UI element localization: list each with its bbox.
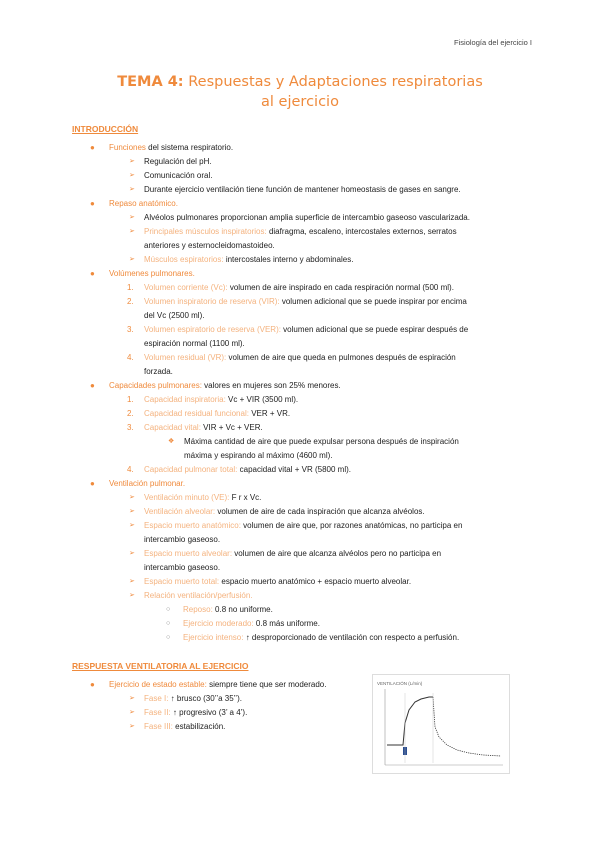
list-item: ➢ Alvéolos pulmonares proporcionan amplia superficie de intercambio gaseoso vascularizada.	[129, 213, 470, 222]
list-item: ➢ Durante ejercicio ventilación tiene función de mantener homeostasis de gases en sangre.	[129, 185, 461, 194]
ventilation-graph-image	[372, 674, 510, 774]
list-item: 1. Capacidad inspiratoria: Vc + VIR (3500 ml).	[127, 395, 299, 404]
list-item: ○ Reposo: 0.8 no uniforme.	[166, 605, 273, 614]
title-line2: al ejercicio	[261, 94, 339, 110]
list-item: 4. Volumen residual (VR): volumen de aire que queda en pulmones después de espiración forzada.	[127, 353, 456, 376]
ventilation-curve-svg	[373, 675, 509, 773]
page-title	[0, 72, 600, 112]
list-item: ● Capacidades pulmonares: valores en mujeres son 25% menores.	[90, 381, 341, 390]
section-heading-respuesta: RESPUESTA VENTILATORIA AL EJERCICIO	[72, 661, 249, 671]
list-item: ● Ejercicio de estado estable: siempre tiene que ser moderado.	[90, 680, 327, 689]
list-item: 2. Volumen inspiratorio de reserva (VIR): volumen adicional que se puede inspirar por encima del Vc (2500 ml).	[127, 297, 467, 320]
graph-rise-curve	[387, 697, 433, 745]
list-item: ○ Ejercicio moderado: 0.8 más uniforme.	[166, 619, 320, 628]
list-item: 2. Capacidad residual funcional: VER + VR.	[127, 409, 291, 418]
list-item: ➢ Regulación del pH.	[129, 157, 212, 166]
running-header: Fisiología del ejercicio I	[454, 38, 532, 47]
list-item: ● Funciones del sistema respiratorio.	[90, 143, 234, 152]
list-item: 1. Volumen corriente (Vc): volumen de aire inspirado en cada respiración normal (500 ml).	[127, 283, 454, 292]
list-item: 4. Capacidad pulmonar total: capacidad vital + VR (5800 ml).	[127, 465, 351, 474]
list-item: ➢ Espacio muerto anatómico: volumen de aire que, por razones anatómicas, no participa en intercambio gaseoso.	[129, 521, 463, 544]
list-item: ➢ Fase I: ↑ brusco (30’’a 35’’).	[129, 694, 242, 703]
list-item: ➢ Relación ventilación/perfusión.	[129, 591, 253, 600]
list-item: ➢ Ventilación minuto (VE): F r x Vc.	[129, 493, 262, 502]
graph-recovery-curve	[433, 697, 501, 756]
list-item: ➢ Ventilación alveolar: volumen de aire de cada inspiración que alcanza alvéolos.	[129, 507, 425, 516]
list-item: ○ Ejercicio intenso: ↑ desproporcionado de ventilación con respecto a perfusión.	[166, 633, 460, 642]
list-item: ➢ Músculos espiratorios: intercostales interno y abdominales.	[129, 255, 354, 264]
list-item: ➢ Fase III: estabilización.	[129, 722, 226, 731]
list-item: ➢ Principales músculos inspiratorios: diafragma, escaleno, intercostales externos, serratos anteriores y esternocleidomastoideo.	[129, 227, 457, 250]
title-topic: TEMA 4:	[117, 74, 184, 90]
section-heading-intro: INTRODUCCIÓN	[72, 124, 139, 134]
list-item: ● Repaso anatómico.	[90, 199, 178, 208]
list-item: ➢ Espacio muerto total: espacio muerto anatómico + espacio muerto alveolar.	[129, 577, 412, 586]
list-item: ➢ Fase II: ↑ progresivo (3’ a 4’).	[129, 708, 248, 717]
graph-axis-label: VENTILACIÓN (L/min)	[377, 681, 423, 686]
list-item: ● Volúmenes pulmonares.	[90, 269, 195, 278]
list-item: ❖ Máxima cantidad de aire que puede expulsar persona después de inspiración máxima y espirando al máximo (4600 ml).	[168, 437, 459, 460]
title-text: Respuestas y Adaptaciones respiratorias	[188, 74, 483, 90]
list-item: ➢ Espacio muerto alveolar: volumen de aire que alcanza alvéolos pero no participa en intercambio gaseoso.	[129, 549, 442, 572]
document-body	[72, 124, 542, 734]
list-item: 3. Capacidad vital: VIR + Vc + VER.	[127, 423, 263, 432]
list-item: ➢ Comunicación oral.	[129, 171, 213, 180]
list-item: 3. Volumen espiratorio de reserva (VER): volumen adicional que se puede espirar después de espiración normal (1100 ml).	[127, 325, 469, 348]
list-item: ● Ventilación pulmonar.	[90, 479, 186, 488]
